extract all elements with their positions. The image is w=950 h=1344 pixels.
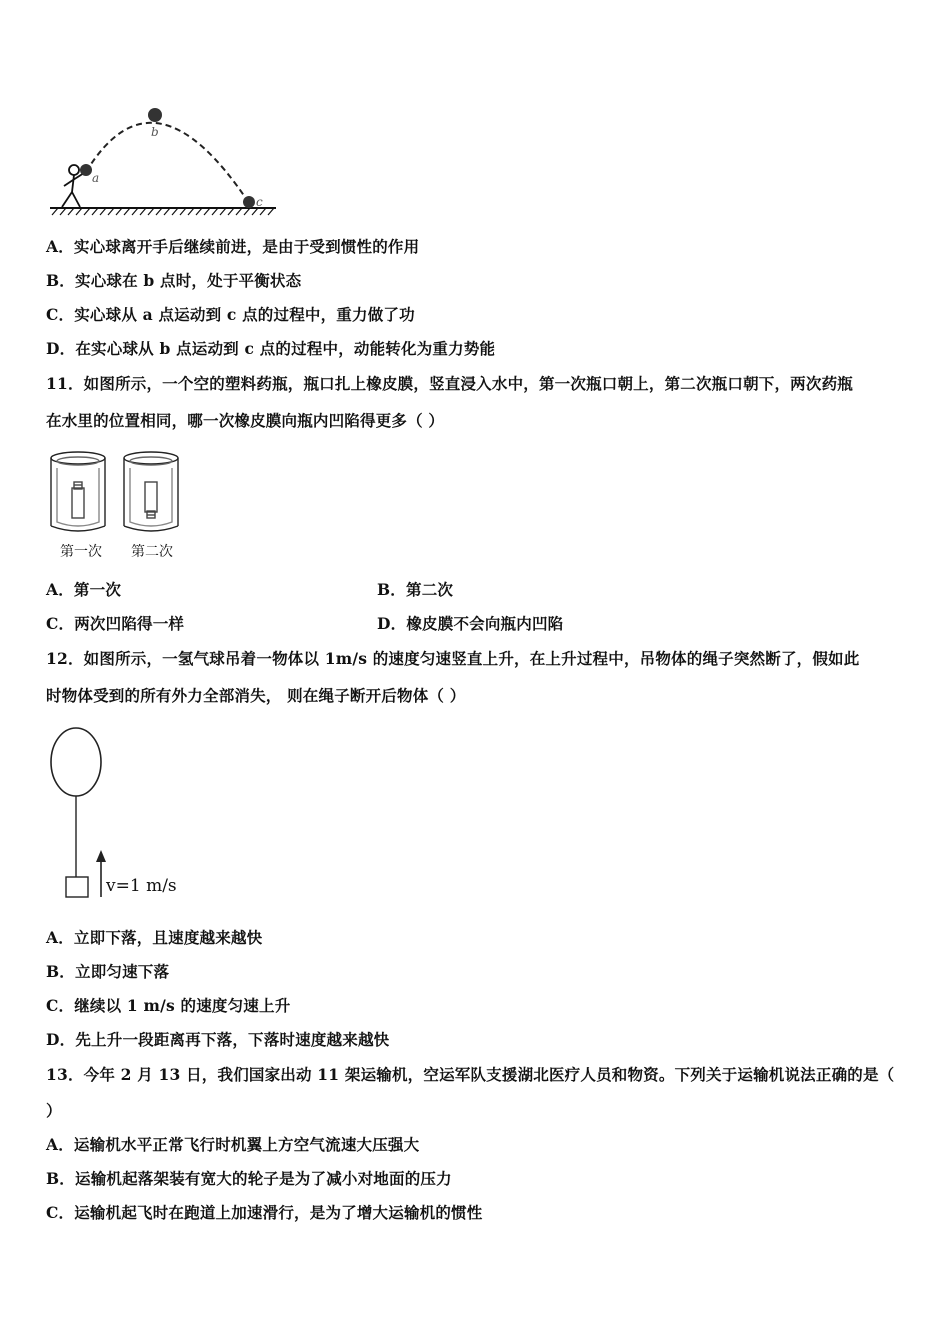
beaker-second	[124, 452, 178, 531]
q10-option-b: B．实心球在 b 点时，处于平衡状态	[46, 271, 302, 290]
q12-option-a: A．立即下落，且速度越来越快	[46, 928, 263, 947]
q12-stem-line2: 时物体受到的所有外力全部消失， 则在绳子断开后物体（ ）	[46, 686, 466, 705]
label-b: b	[151, 125, 159, 139]
ground-hatching	[52, 208, 274, 215]
q13-option-c: C．运输机起飞时在跑道上加速滑行，是为了增大运输机的惯性	[46, 1203, 483, 1222]
q12-option-b: B．立即匀速下落	[46, 962, 170, 981]
q13-option-b: B．运输机起落架装有宽大的轮子是为了减小对地面的压力	[46, 1169, 452, 1188]
q11-option-b: B．第二次	[377, 580, 454, 599]
q13-stem-line1: 13．今年 2 月 13 日，我们国家出动 11 架运输机，空运军队支援湖北医疗人员和物资。下列关于运输机说法正确的是（	[46, 1065, 895, 1084]
q11-option-a: A．第一次	[46, 580, 122, 599]
q13-option-a: A．运输机水平正常飞行时机翼上方空气流速大压强大	[46, 1135, 420, 1154]
beaker-first	[51, 452, 105, 531]
q11-option-d: D．橡皮膜不会向瓶内凹陷	[377, 614, 564, 633]
q11-stem-line2: 在水里的位置相同，哪一次橡皮膜向瓶内凹陷得更多（ ）	[46, 411, 445, 430]
ball-b	[148, 108, 162, 122]
trajectory-path	[86, 123, 249, 203]
balloon	[51, 728, 101, 796]
ball-a	[80, 164, 92, 176]
ball-c	[243, 196, 255, 208]
q10-option-a: A．实心球离开手后继续前进，是由于受到惯性的作用	[46, 237, 420, 256]
velocity-label: v=1 m/s	[106, 876, 177, 896]
velocity-arrow-head	[96, 850, 106, 862]
label-c: c	[256, 195, 263, 209]
q12-option-d: D．先上升一段距离再下落，下落时速度越来越快	[46, 1030, 390, 1049]
q11-stem-line1: 11．如图所示，一个空的塑料药瓶，瓶口扎上橡皮膜，竖直浸入水中，第一次瓶口朝上，第二次瓶口朝下，两次药瓶	[46, 374, 853, 393]
q11-option-c: C．两次凹陷得一样	[46, 614, 185, 633]
q12-option-c: C．继续以 1 m/s 的速度匀速上升	[46, 996, 291, 1015]
caption-second: 第二次	[131, 544, 173, 560]
bottle-beakers-figure	[48, 448, 188, 538]
q13-stem-line2: ）	[46, 1101, 62, 1120]
q10-option-c: C．实心球从 a 点运动到 c 点的过程中，重力做了功	[46, 305, 415, 324]
q10-option-d: D．在实心球从 b 点运动到 c 点的过程中，动能转化为重力势能	[46, 339, 496, 358]
caption-first: 第一次	[60, 544, 102, 560]
q12-stem-line1: 12．如图所示，一氢气球吊着一物体以 1m/s 的速度匀速竖直上升，在上升过程中，吊物体的绳子突然断了，假如此	[46, 649, 860, 668]
hanging-object	[66, 877, 88, 897]
label-a: a	[92, 171, 100, 185]
projectile-figure	[44, 100, 284, 220]
